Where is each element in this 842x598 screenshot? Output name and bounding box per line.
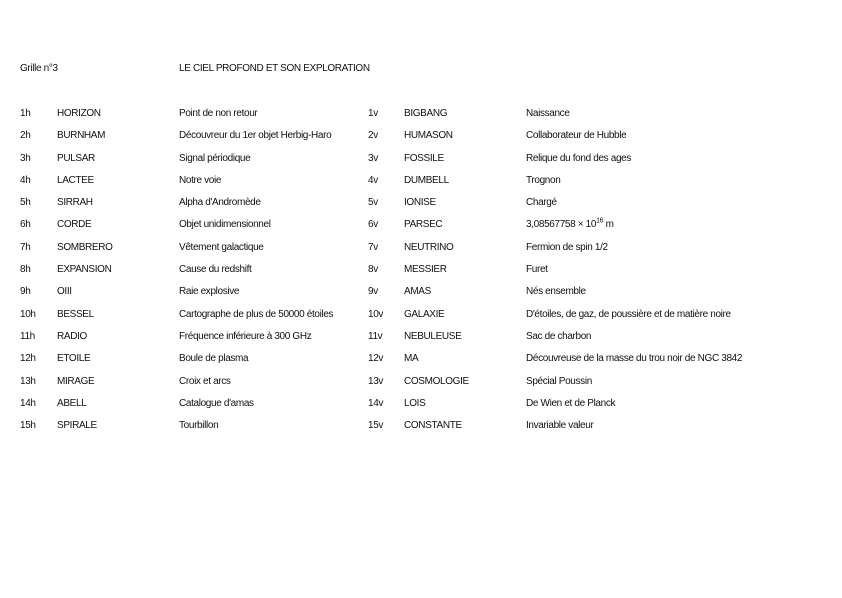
horizontal-number: 8h xyxy=(20,264,31,276)
vertical-number: 11v xyxy=(368,330,383,342)
horizontal-clue: Notre voie xyxy=(179,174,222,186)
vertical-clue: Relique du fond des ages xyxy=(526,152,632,164)
horizontal-number: 4h xyxy=(20,174,31,186)
vertical-number: 6v xyxy=(368,219,378,231)
horizontal-answer: RADIO xyxy=(57,330,87,342)
horizontal-clue: Point de non retour xyxy=(179,108,258,119)
horizontal-number: 3h xyxy=(20,152,31,164)
vertical-answer: MA xyxy=(404,353,419,365)
vertical-answer: HUMASON xyxy=(404,130,453,142)
vertical-answer: COSMOLOGIE xyxy=(404,375,469,387)
horizontal-number: 14h xyxy=(20,397,36,409)
vertical-number: 3v xyxy=(368,152,378,164)
horizontal-clue: Catalogue d'amas xyxy=(179,397,254,409)
vertical-number: 14v xyxy=(368,397,384,409)
table-row xyxy=(0,219,842,241)
horizontal-answer: SIRRAH xyxy=(57,197,93,209)
vertical-answer: MESSIER xyxy=(404,264,447,276)
horizontal-number: 7h xyxy=(20,241,31,253)
horizontal-clue: Vêtement galactique xyxy=(179,241,264,253)
vertical-number: 10v xyxy=(368,308,384,320)
vertical-clue: Chargé xyxy=(526,197,557,209)
horizontal-answer: SOMBRERO xyxy=(57,241,113,253)
horizontal-answer: MIRAGE xyxy=(57,375,95,387)
vertical-clue-unit: m xyxy=(603,219,614,231)
horizontal-clue: Objet unidimensionnel xyxy=(179,219,271,231)
vertical-answer: LOIS xyxy=(404,397,426,409)
vertical-clue: Découvreuse de la masse du trou noir de NGC 3842 xyxy=(526,353,743,365)
vertical-clue: Collaborateur de Hubble xyxy=(526,130,627,142)
vertical-answer: FOSSILE xyxy=(404,152,444,164)
horizontal-clue: Signal périodique xyxy=(179,152,251,164)
horizontal-answer: ABELL xyxy=(57,397,87,409)
horizontal-number: 5h xyxy=(20,197,31,209)
horizontal-clue: Cartographe de plus de 50000 étoiles xyxy=(179,308,334,320)
horizontal-clue: Raie explosive xyxy=(179,286,240,298)
page-title: LE CIEL PROFOND ET SON EXPLORATION xyxy=(179,63,370,74)
vertical-answer: NEBULEUSE xyxy=(404,330,462,342)
horizontal-answer: BURNHAM xyxy=(57,130,106,142)
horizontal-answer: SPIRALE xyxy=(57,420,97,432)
horizontal-answer: CORDE xyxy=(57,219,92,231)
vertical-clue: Fermion de spin 1/2 xyxy=(526,241,608,253)
table-row xyxy=(0,286,842,308)
horizontal-number: 15h xyxy=(20,420,36,432)
vertical-clue: Invariable valeur xyxy=(526,420,594,432)
vertical-number: 7v xyxy=(368,241,378,253)
vertical-answer: DUMBELL xyxy=(404,174,449,186)
vertical-number: 9v xyxy=(368,286,378,298)
horizontal-number: 12h xyxy=(20,353,36,365)
horizontal-number: 13h xyxy=(20,375,36,387)
vertical-answer: GALAXIE xyxy=(404,308,445,320)
vertical-number: 4v xyxy=(368,174,378,186)
vertical-number: 1v xyxy=(368,108,378,119)
table-row xyxy=(0,130,842,152)
table-row xyxy=(0,331,842,353)
vertical-answer: CONSTANTE xyxy=(404,420,462,432)
clue-table xyxy=(0,108,842,442)
horizontal-number: 1h xyxy=(20,108,31,119)
vertical-answer: PARSEC xyxy=(404,219,443,231)
vertical-number: 5v xyxy=(368,197,378,209)
vertical-clue: Trognon xyxy=(526,174,561,186)
horizontal-clue: Croix et arcs xyxy=(179,375,231,387)
vertical-clue: Furet xyxy=(526,264,548,276)
table-row xyxy=(0,264,842,286)
horizontal-answer: ETOILE xyxy=(57,353,91,365)
horizontal-answer: BESSEL xyxy=(57,308,94,320)
horizontal-clue: Fréquence inférieure à 300 GHz xyxy=(179,330,312,342)
vertical-clue: De Wien et de Planck xyxy=(526,397,616,409)
horizontal-answer: EXPANSION xyxy=(57,264,112,276)
vertical-clue: D'étoiles, de gaz, de poussière et de matière noire xyxy=(526,308,731,320)
vertical-clue: Naissance xyxy=(526,108,570,119)
table-row xyxy=(0,309,842,331)
horizontal-number: 6h xyxy=(20,219,31,231)
table-row xyxy=(0,420,842,442)
table-row xyxy=(0,197,842,219)
vertical-number: 2v xyxy=(368,130,378,142)
vertical-clue: Sac de charbon xyxy=(526,330,592,342)
table-row xyxy=(0,376,842,398)
horizontal-clue: Alpha d'Andromède xyxy=(179,197,261,209)
vertical-number: 15v xyxy=(368,420,384,432)
vertical-number: 12v xyxy=(368,353,384,365)
horizontal-answer: LACTEE xyxy=(57,174,94,186)
horizontal-number: 10h xyxy=(20,308,36,320)
horizontal-answer: PULSAR xyxy=(57,152,95,164)
vertical-answer: BIGBANG xyxy=(404,108,448,119)
vertical-number: 13v xyxy=(368,375,384,387)
table-row xyxy=(0,398,842,420)
horizontal-clue: Découvreur du 1er objet Herbig-Haro xyxy=(179,130,332,142)
vertical-answer: AMAS xyxy=(404,286,431,298)
vertical-clue: Nés ensemble xyxy=(526,286,586,298)
horizontal-number: 11h xyxy=(20,330,35,342)
horizontal-answer: HORIZON xyxy=(57,108,101,119)
horizontal-answer: OIII xyxy=(57,286,72,298)
vertical-clue xyxy=(526,219,614,230)
table-row xyxy=(0,353,842,375)
grid-label: Grille n°3 xyxy=(20,63,58,74)
table-row xyxy=(0,108,842,130)
vertical-clue-exponent: 16 xyxy=(596,218,604,226)
vertical-answer: IONISE xyxy=(404,197,436,209)
horizontal-number: 2h xyxy=(20,130,31,142)
table-row xyxy=(0,242,842,264)
table-row xyxy=(0,153,842,175)
horizontal-clue: Tourbillon xyxy=(179,420,219,432)
vertical-answer: NEUTRINO xyxy=(404,241,454,253)
vertical-clue-base: 3,08567758 × 10 xyxy=(526,219,597,231)
horizontal-clue: Cause du redshift xyxy=(179,264,252,276)
vertical-number: 8v xyxy=(368,264,378,276)
horizontal-number: 9h xyxy=(20,286,31,298)
table-row xyxy=(0,175,842,197)
horizontal-clue: Boule de plasma xyxy=(179,353,249,365)
vertical-clue: Spécial Poussin xyxy=(526,375,592,387)
